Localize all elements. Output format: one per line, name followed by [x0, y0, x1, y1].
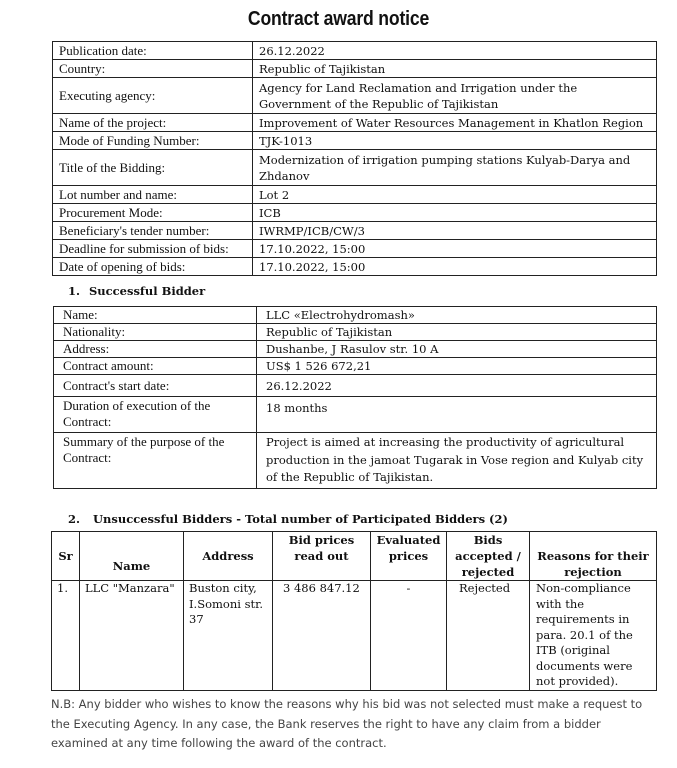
notice-info-table [52, 41, 657, 276]
bidder-label: Summary of the purpose of the Contract: [54, 433, 257, 489]
table-row [54, 358, 657, 375]
info-label: Publication date: [53, 42, 253, 60]
info-value: 17.10.2022, 15:00 [253, 258, 657, 276]
info-label: Lot number and name: [53, 186, 253, 204]
table-row [53, 114, 657, 132]
info-value: Agency for Land Reclamation and Irrigation under the Government of the Republic of Tajikistan [253, 78, 657, 114]
successful-bidder-table [53, 306, 657, 489]
table-row [54, 307, 657, 324]
table-row [54, 433, 657, 489]
cell-name: LLC "Manzara" [80, 581, 184, 691]
table-row [53, 258, 657, 276]
page-title: Contract award notice [247, 8, 430, 30]
section-title: Successful Bidder [89, 284, 206, 298]
table-row [54, 341, 657, 358]
bidder-label: Address: [54, 341, 257, 358]
unsuccessful-bidders-table [51, 531, 657, 691]
bidder-label: Name: [54, 307, 257, 324]
bidder-value: US$ 1 526 672,21 [257, 358, 657, 375]
table-row [53, 78, 657, 114]
cell-evaluated-price: - [371, 581, 447, 691]
bidder-value: Dushanbe, J Rasulov str. 10 A [257, 341, 657, 358]
bidder-value: Republic of Tajikistan [257, 324, 657, 341]
info-value: 26.12.2022 [253, 42, 657, 60]
info-label: Procurement Mode: [53, 204, 253, 222]
cell-address: Buston city, I.Somoni str. 37 [184, 581, 273, 691]
bidder-label: Contract amount: [54, 358, 257, 375]
info-label: Mode of Funding Number: [53, 132, 253, 150]
section-number: 1. [68, 284, 81, 298]
info-label: Title of the Bidding: [53, 150, 253, 186]
table-row [53, 60, 657, 78]
column-header-accepted-rejected: Bids accepted / rejected [447, 532, 530, 581]
info-value: TJK-1013 [253, 132, 657, 150]
info-label: Deadline for submission of bids: [53, 240, 253, 258]
table-row [54, 375, 657, 397]
section-heading-successful [68, 284, 205, 298]
info-value: 17.10.2022, 15:00 [253, 240, 657, 258]
info-value: Improvement of Water Resources Management in Khatlon Region [253, 114, 657, 132]
section-heading-unsuccessful [68, 512, 508, 526]
table-row [53, 204, 657, 222]
column-header-evaluated-prices: Evaluated prices [371, 532, 447, 581]
table-header-row [52, 532, 657, 581]
bidder-value: LLC «Electrohydromash» [257, 307, 657, 324]
column-header-address: Address [184, 532, 273, 581]
table-row [53, 42, 657, 60]
table-row [53, 132, 657, 150]
cell-bid-price: 3 486 847.12 [273, 581, 371, 691]
bidder-value: Project is aimed at increasing the productivity of agricultural production in the jamoat Tugarak in Vose region and Kulyab city of the Republic of Tajikistan. [257, 433, 657, 489]
info-label: Country: [53, 60, 253, 78]
info-label: Executing agency: [53, 78, 253, 114]
table-row [53, 222, 657, 240]
section-title: Unsuccessful Bidders - Total number of Participated Bidders (2) [93, 512, 508, 526]
bidder-label: Nationality: [54, 324, 257, 341]
column-header-bid-prices: Bid prices read out [273, 532, 371, 581]
info-value: Republic of Tajikistan [253, 60, 657, 78]
table-row [54, 397, 657, 433]
info-label: Date of opening of bids: [53, 258, 253, 276]
bidder-label: Contract's start date: [54, 375, 257, 397]
table-row [54, 324, 657, 341]
footnote: N.B: Any bidder who wishes to know the reasons why his bid was not selected must make a request to the Executing Agency. In any case, the Bank reserves the right to have any claim from a bidder examined at any time following the award of the contract. [51, 697, 643, 750]
bidder-value: 26.12.2022 [257, 375, 657, 397]
table-row [53, 186, 657, 204]
section-number: 2. [68, 512, 81, 526]
info-label: Name of the project: [53, 114, 253, 132]
cell-status: Rejected [447, 581, 530, 691]
column-header-name: Name [80, 532, 184, 581]
table-row [53, 240, 657, 258]
bidder-label: Duration of execution of the Contract: [54, 397, 257, 433]
info-value: Modernization of irrigation pumping stations Kulyab-Darya and Zhdanov [253, 150, 657, 186]
info-value: IWRMP/ICB/CW/3 [253, 222, 657, 240]
info-value: Lot 2 [253, 186, 657, 204]
cell-reason: Non-compliance with the requirements in para. 20.1 of the ITB (original documents were not provided). [530, 581, 657, 691]
bidder-value: 18 months [257, 397, 657, 433]
column-header-reasons: Reasons for their rejection [530, 532, 657, 581]
cell-sr: 1. [52, 581, 80, 691]
table-row [53, 150, 657, 186]
column-header-sr: Sr [52, 532, 80, 581]
info-value: ICB [253, 204, 657, 222]
table-row [52, 581, 657, 691]
info-label: Beneficiary's tender number: [53, 222, 253, 240]
